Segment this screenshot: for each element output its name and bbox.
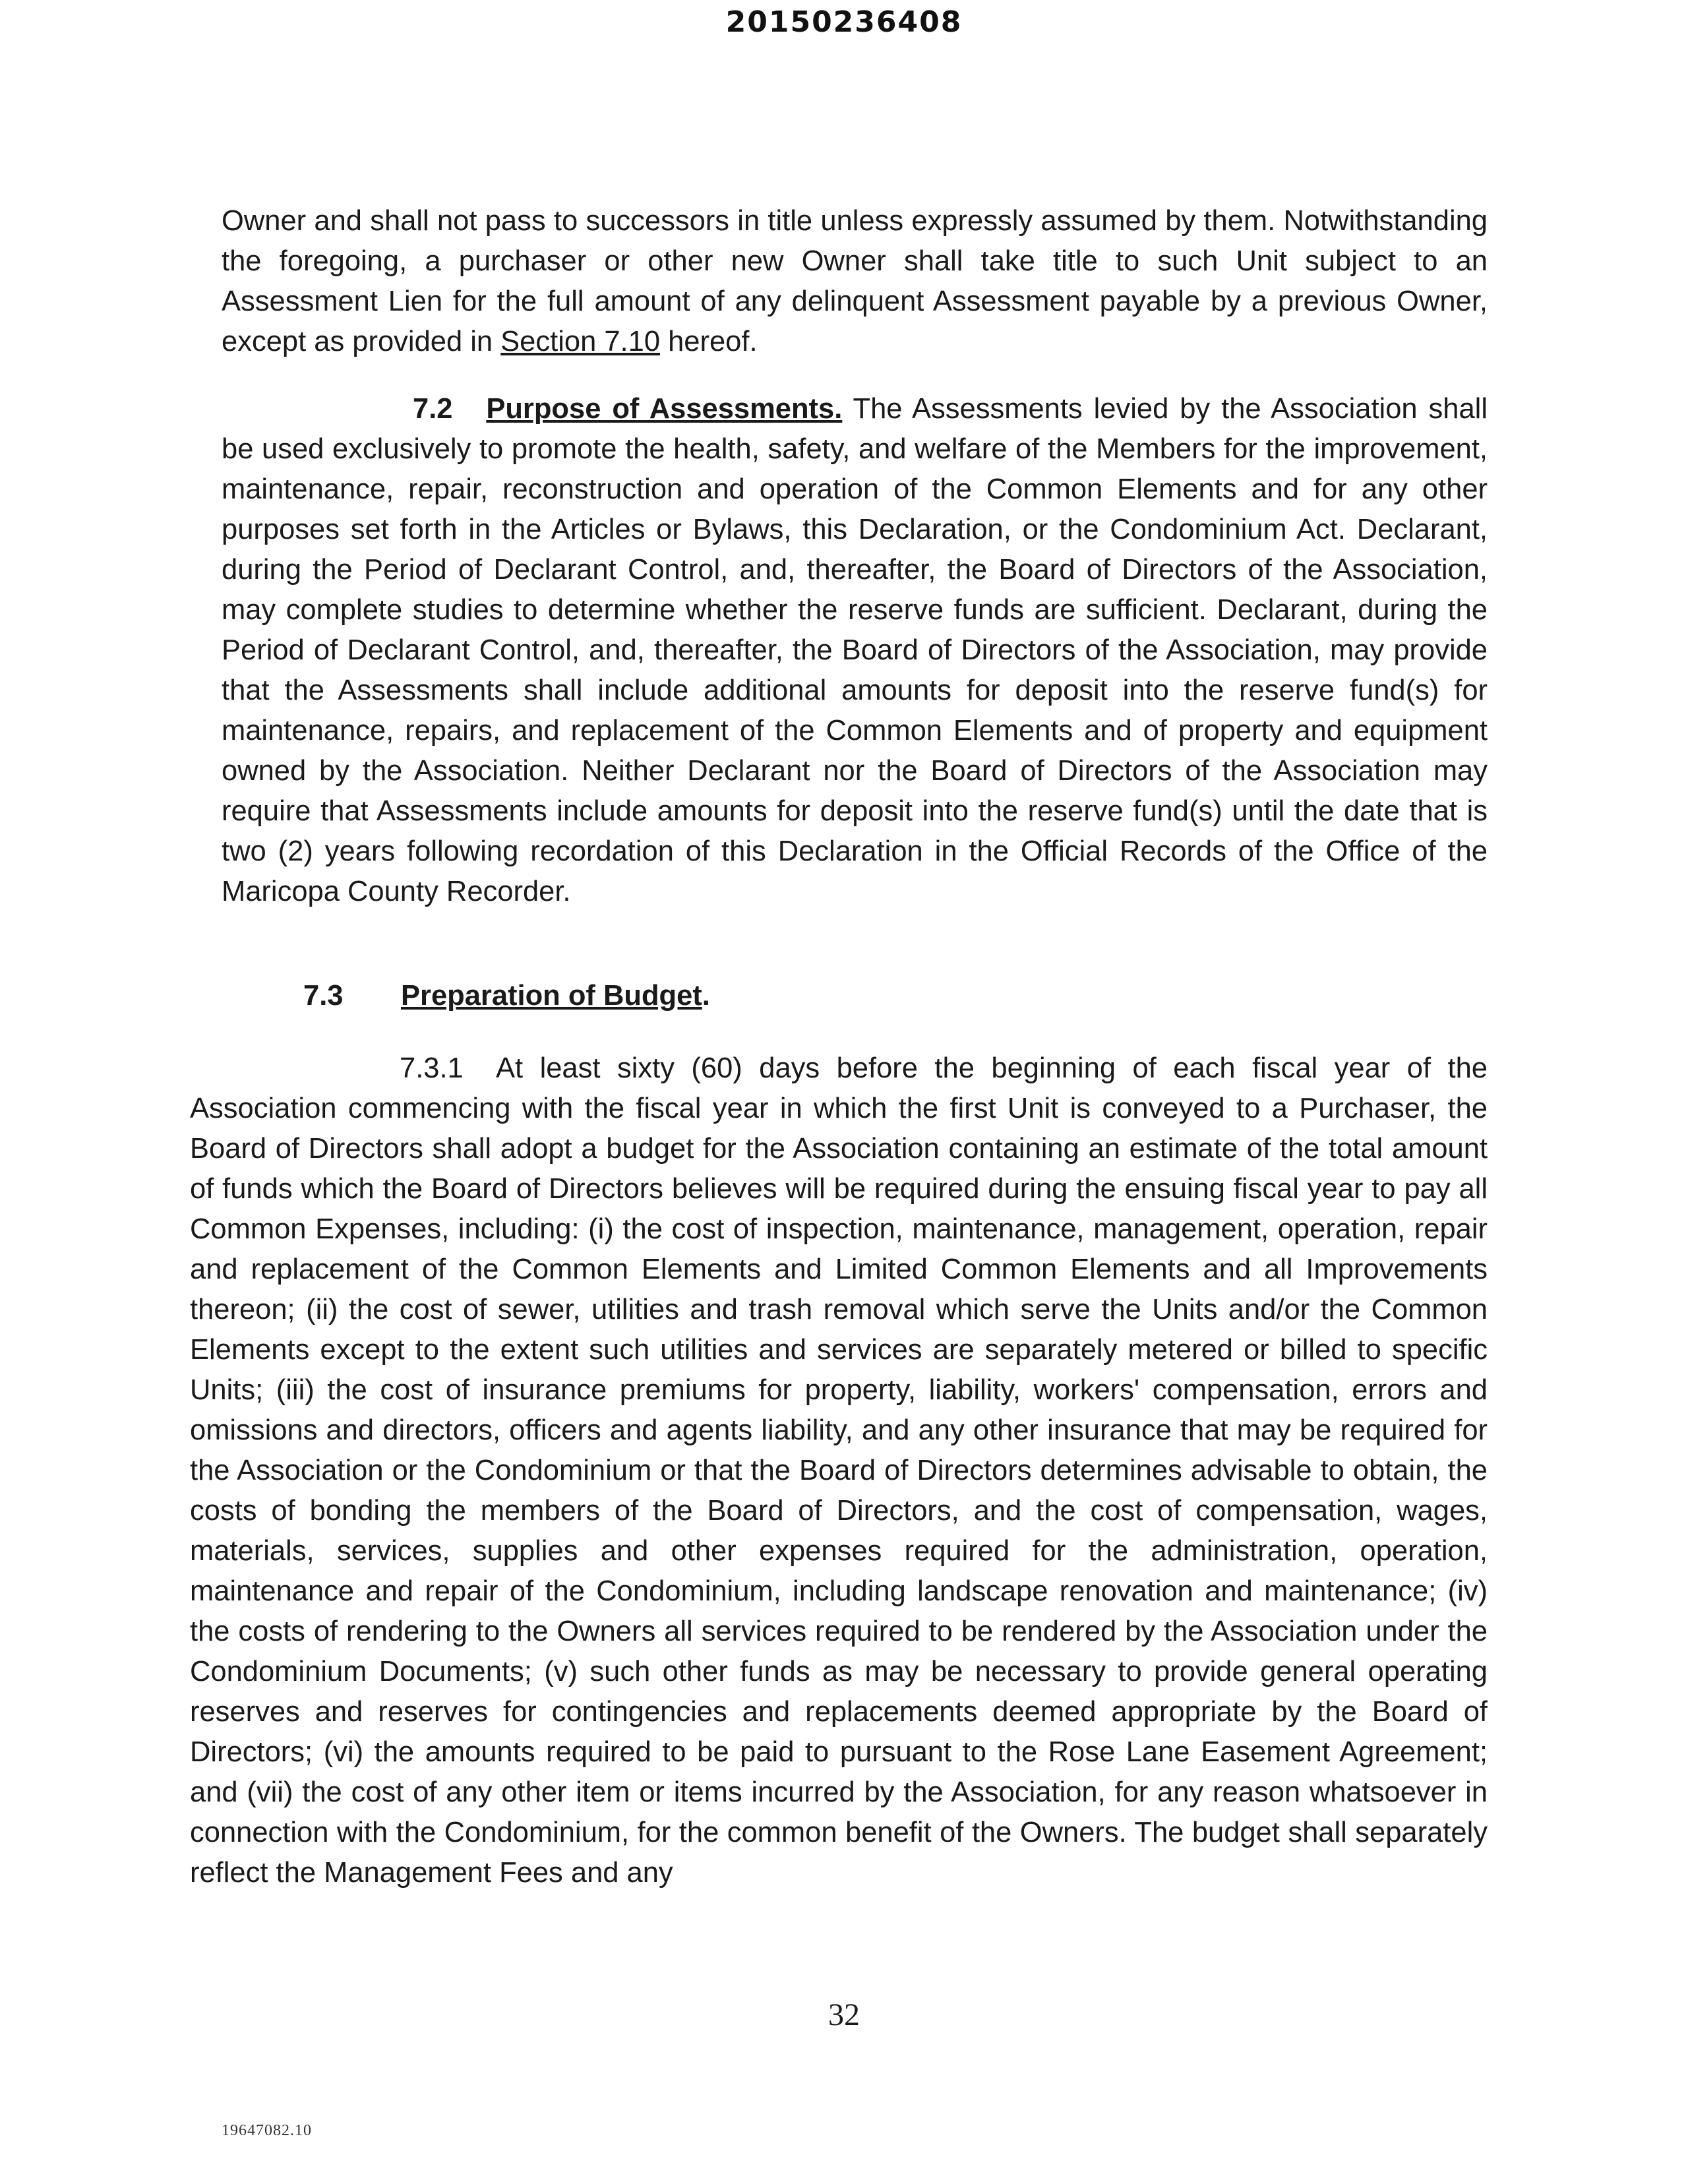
section-title: Purpose of Assessments.: [486, 393, 843, 425]
paragraph-text-end: hereof.: [660, 326, 758, 357]
subsection-number: 7.3.1: [400, 1052, 464, 1084]
subsection-body: At least sixty (60) days before the beginning of each fiscal year of the Association commencing with the fiscal year in which the first Unit is conveyed to a Purchaser, the Board of Directors shall adopt a budget for the Association containing an estimate of the total amount of funds which the Board of Directors believes will be required during the ensuing fiscal year to pay all Common Expenses, including: (i) the cost of inspection, maintenance, management, operation, repair and replacement of the Common Elements and Limited Common Elements and all Improvements thereon; (ii) the cost of sewer, utilities and trash removal which serve the Units and/or the Common Elements except to the extent such utilities and services are separately metered or billed to specific Units; (iii) the cost of insurance premiums for property, liability, workers' compensation, errors and omissions and directors, officers and agents liability, and any other insurance that may be required for the Association or the Condominium or that the Board of Directors determines advisable to obtain, the costs of bonding the members of the Board of Directors, and the cost of compensation, wages, materials, services, supplies and other expenses required for the administration, operation, maintenance and repair of the Condominium, including landscape renovation and maintenance; (iv) the costs of rendering to the Owners all services required to be rendered by the Association under the Condominium Documents; (v) such other funds as may be necessary to provide general operating reserves and reserves for contingencies and replacements deemed appropriate by the Board of Directors; (vi) the amounts required to be paid to pursuant to the Rose Lane Easement Agreement; and (vii) the cost of any other item or items incurred by the Association, for any reason whatsoever in connection with the Condominium, for the common benefit of the Owners. The budget shall separately reflect the Management Fees and any: [190, 1052, 1488, 1889]
section-title-punct: .: [702, 980, 710, 1012]
section-title: Preparation of Budget: [401, 980, 702, 1012]
paragraph-continuation: [222, 201, 1488, 362]
section-7-2: [222, 389, 1488, 912]
page-number: 32: [828, 1997, 860, 2032]
section-reference: Section 7.10: [500, 326, 661, 357]
section-number: 7.3: [303, 980, 344, 1012]
section-7-3-1: [190, 1048, 1488, 1893]
section-number: 7.2: [413, 393, 453, 425]
recording-number: 20150236408: [725, 5, 963, 39]
document-id: 19647082.10: [222, 2122, 312, 2139]
section-body: The Assessments levied by the Association shall be used exclusively to promote the health, safety, and welfare of the Members for the improvement, maintenance, repair, reconstruction and operation of the Common Elements and for any other purposes set forth in the Articles or Bylaws, this Declaration, or the Condominium Act. Declarant, during the Period of Declarant Control, and, thereafter, the Board of Directors of the Association, may complete studies to determine whether the reserve funds are sufficient. Declarant, during the Period of Declarant Control, and, thereafter, the Board of Directors of the Association, may provide that the Assessments shall include additional amounts for deposit into the reserve fund(s) for maintenance, repairs, and replacement of the Common Elements and of property and equipment owned by the Association. Neither Declarant nor the Board of Directors of the Association may require that Assessments include amounts for deposit into the reserve fund(s) until the date that is two (2) years following recordation of this Declaration in the Official Records of the Office of the Maricopa County Recorder.: [222, 393, 1488, 907]
section-7-3-heading: [303, 976, 710, 1016]
paragraph-text: Owner and shall not pass to successors in title unless expressly assumed by them. Notwithstanding the foregoing, a purchaser or other new Owner shall take title to such Unit subject to an Assessment Lien for the full amount of any delinquent Assessment payable by a previous Owner, except as provided in: [222, 205, 1488, 357]
